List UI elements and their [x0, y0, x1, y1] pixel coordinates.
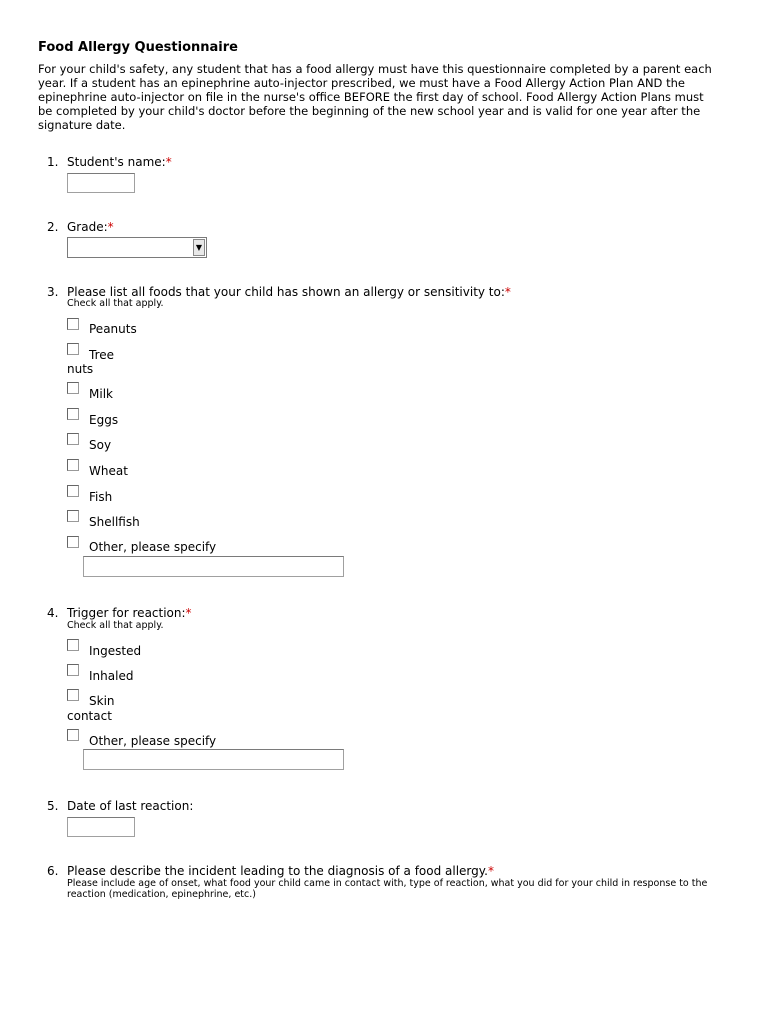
option-label-ingested: Ingested — [89, 644, 142, 658]
option-label-tree: Tree — [89, 348, 115, 362]
option-label-peanuts: Peanuts — [89, 322, 137, 336]
option-label-milk: Milk — [89, 387, 113, 401]
option-label-skin: Skin — [89, 694, 115, 708]
option-label-contact: contact — [67, 709, 112, 723]
grade-select[interactable] — [67, 237, 207, 258]
option-label-other-food: Other, please specify — [89, 540, 217, 554]
checkbox-fish[interactable] — [67, 485, 79, 497]
chevron-down-icon[interactable]: ▼ — [193, 239, 205, 256]
checkbox-milk[interactable] — [67, 382, 79, 394]
question-1-label: 1. Student's name:* — [47, 155, 172, 169]
checkbox-other-trigger[interactable] — [67, 729, 79, 741]
question-4-hint: Check all that apply. — [67, 620, 164, 631]
other-trigger-input[interactable] — [83, 749, 344, 770]
question-6-label: 6. Please describe the incident leading to the diagnosis of a food allergy.* — [47, 864, 494, 878]
option-label-inhaled: Inhaled — [89, 669, 134, 683]
question-5-label: 5. Date of last reaction: — [47, 799, 194, 813]
question-6-hint: Please include age of onset, what food your child came in contact with, type of reaction, what you did for your child in response to the reaction (medication, epinephrine, etc.) — [67, 878, 708, 900]
intro-text: For your child's safety, any student that has a food allergy must have this questionnaire completed by a parent each year. If a student has an epinephrine auto-injector prescribed, we must have a Food Allergy Action Plan AND the epinephrine auto-injector on file in the nurse's office BEFORE the first day of school. Food Allergy Action Plans must be completed by your child's doctor before the beginning of the new school year and is valid for one year after the signature date. — [38, 62, 712, 132]
option-label-shellfish: Shellfish — [89, 515, 140, 529]
student-name-input[interactable] — [67, 173, 135, 193]
checkbox-tree-nuts[interactable] — [67, 343, 79, 355]
checkbox-eggs[interactable] — [67, 408, 79, 420]
checkbox-shellfish[interactable] — [67, 510, 79, 522]
checkbox-peanuts[interactable] — [67, 318, 79, 330]
option-label-nuts: nuts — [67, 362, 94, 376]
checkbox-wheat[interactable] — [67, 459, 79, 471]
option-label-eggs: Eggs — [89, 413, 119, 427]
option-label-wheat: Wheat — [89, 464, 128, 478]
question-2-label: 2. Grade:* — [47, 220, 114, 234]
option-label-other-trigger: Other, please specify — [89, 734, 217, 748]
checkbox-ingested[interactable] — [67, 639, 79, 651]
question-4-label: 4. Trigger for reaction:* — [47, 606, 192, 620]
checkbox-other-food[interactable] — [67, 536, 79, 548]
option-label-fish: Fish — [89, 490, 113, 504]
other-food-input[interactable] — [83, 556, 344, 577]
option-label-soy: Soy — [89, 438, 112, 452]
page-title: Food Allergy Questionnaire — [38, 40, 238, 55]
checkbox-soy[interactable] — [67, 433, 79, 445]
checkbox-skin-contact[interactable] — [67, 689, 79, 701]
question-3-hint: Check all that apply. — [67, 298, 164, 309]
checkbox-inhaled[interactable] — [67, 664, 79, 676]
question-3-label: 3. Please list all foods that your child has shown an allergy or sensitivity to:* — [47, 285, 511, 299]
last-reaction-date-input[interactable] — [67, 817, 135, 837]
